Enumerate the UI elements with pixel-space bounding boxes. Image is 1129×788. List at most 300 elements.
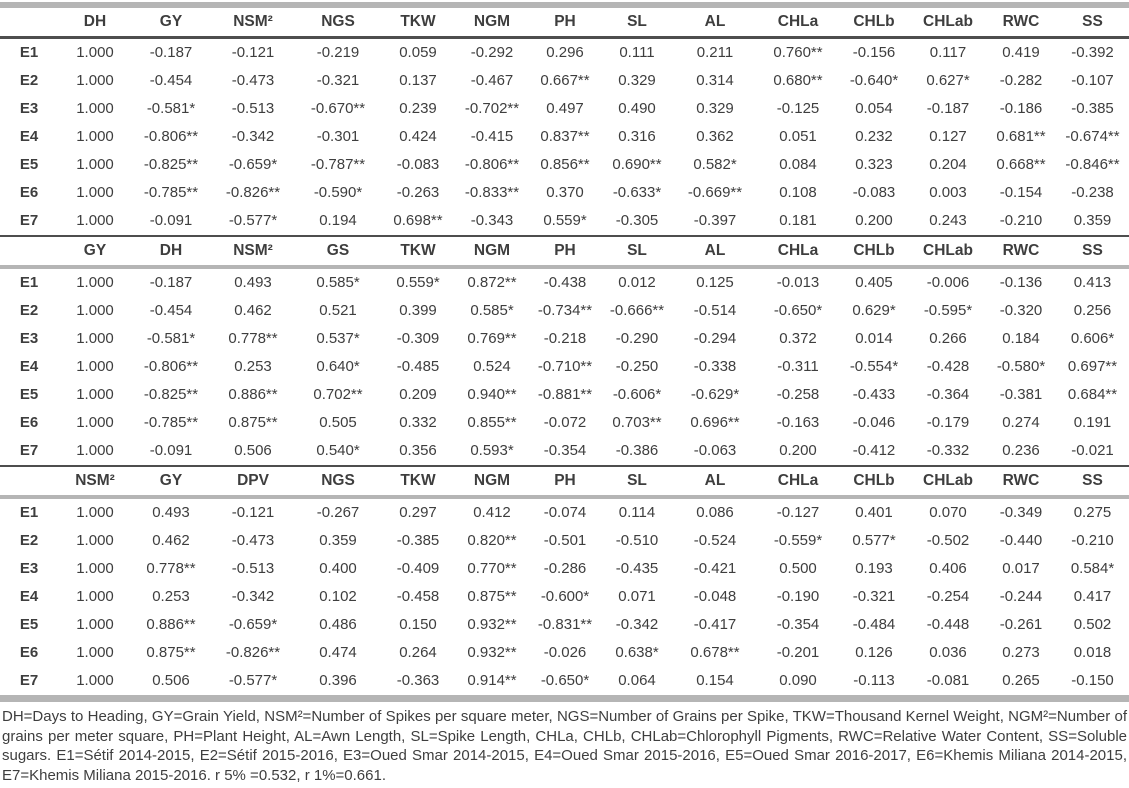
value-cell: 0.253: [152, 588, 190, 605]
value-cell: -0.083: [396, 156, 440, 173]
value-cell: 1.000: [76, 504, 114, 521]
value-cell: 0.593*: [470, 442, 514, 459]
value-cell: -0.292: [470, 44, 514, 61]
corner-cell: [0, 237, 58, 267]
value-cell: 0.770**: [467, 560, 517, 577]
value-cell: 0.585*: [470, 302, 514, 319]
value-cell: -0.734**: [537, 302, 593, 319]
value-cell: -0.473: [231, 532, 275, 549]
table-row: [0, 527, 1129, 555]
corner-cell: [0, 467, 58, 497]
value-cell: 0.875**: [146, 644, 196, 661]
column-header: CHLab: [923, 242, 973, 259]
column-header: NSM²: [233, 13, 273, 30]
value-cell: 1.000: [76, 128, 114, 145]
row-label: E5: [19, 386, 39, 403]
value-cell: -0.846**: [1065, 156, 1120, 173]
value-cell: -0.320: [999, 302, 1043, 319]
value-cell: 0.243: [929, 212, 967, 229]
value-cell: -0.201: [776, 644, 820, 661]
column-header: NGS: [321, 472, 355, 489]
value-cell: 0.370: [546, 184, 584, 201]
column-header: CHLa: [777, 472, 819, 489]
value-cell: -0.669**: [687, 184, 743, 201]
value-cell: 0.070: [929, 504, 967, 521]
value-cell: -0.125: [776, 100, 820, 117]
table-row: [0, 667, 1129, 695]
value-cell: 0.405: [855, 274, 893, 291]
value-cell: 0.502: [1073, 616, 1112, 633]
value-cell: -0.524: [693, 532, 737, 549]
value-cell: -0.433: [852, 386, 896, 403]
value-cell: -0.659*: [228, 616, 278, 633]
value-cell: 0.211: [696, 44, 734, 61]
value-cell: -0.513: [231, 560, 275, 577]
value-cell: 0.084: [779, 156, 817, 173]
table-row: [0, 267, 1129, 297]
value-cell: 1.000: [76, 212, 114, 229]
row-label: E6: [19, 414, 39, 431]
value-cell: 0.232: [855, 128, 893, 145]
value-cell: -0.710**: [537, 358, 593, 375]
value-cell: 0.194: [319, 212, 357, 229]
value-cell: 0.266: [929, 330, 967, 347]
column-header: SS: [1082, 13, 1103, 30]
value-cell: -0.187: [926, 100, 970, 117]
value-cell: -0.448: [926, 616, 970, 633]
value-cell: -0.006: [926, 274, 970, 291]
table-row: [0, 325, 1129, 353]
value-cell: 0.914**: [467, 672, 517, 689]
value-cell: 0.297: [399, 504, 437, 521]
value-cell: 0.154: [696, 672, 734, 689]
row-label: E3: [19, 560, 39, 577]
value-cell: -0.343: [470, 212, 514, 229]
value-cell: 0.265: [1002, 672, 1040, 689]
value-cell: -0.363: [396, 672, 440, 689]
value-cell: -0.554*: [849, 358, 899, 375]
value-cell: 0.559*: [543, 212, 587, 229]
value-cell: -0.210: [1071, 532, 1114, 549]
value-cell: -0.473: [231, 72, 275, 89]
value-cell: -0.650*: [773, 302, 823, 319]
value-cell: 0.486: [319, 616, 357, 633]
value-cell: -0.258: [776, 386, 820, 403]
column-header: NSM²: [75, 472, 115, 489]
value-cell: -0.702**: [464, 100, 520, 117]
value-cell: 0.584*: [1070, 560, 1115, 577]
value-cell: -0.282: [999, 72, 1043, 89]
value-cell: 0.150: [399, 616, 437, 633]
value-cell: 0.273: [1002, 644, 1040, 661]
value-cell: 0.108: [779, 184, 817, 201]
value-cell: -0.825**: [143, 156, 199, 173]
value-cell: 0.086: [696, 504, 734, 521]
value-cell: 1.000: [76, 414, 114, 431]
value-cell: 0.296: [546, 44, 584, 61]
value-cell: -0.826**: [225, 644, 281, 661]
value-cell: 0.493: [234, 274, 272, 291]
value-cell: 0.274: [1002, 414, 1040, 431]
column-header: NGM: [473, 242, 511, 259]
value-cell: -0.454: [149, 72, 193, 89]
value-cell: -0.385: [1071, 100, 1114, 117]
value-cell: 0.500: [779, 560, 817, 577]
value-cell: 0.680**: [773, 72, 823, 89]
value-cell: 0.932**: [467, 644, 517, 661]
value-cell: 0.474: [319, 644, 357, 661]
value-cell: -0.190: [776, 588, 820, 605]
value-cell: 1.000: [76, 672, 114, 689]
table-row: [0, 497, 1129, 527]
value-cell: -0.484: [852, 616, 896, 633]
value-cell: 0.127: [929, 128, 967, 145]
value-cell: 0.684**: [1067, 386, 1118, 403]
value-cell: -0.238: [1071, 184, 1114, 201]
value-cell: -0.187: [149, 44, 193, 61]
value-cell: -0.581*: [146, 100, 196, 117]
value-cell: -0.629*: [690, 386, 740, 403]
value-cell: -0.659*: [228, 156, 278, 173]
value-cell: 0.585*: [316, 274, 360, 291]
value-cell: -0.417: [693, 616, 737, 633]
value-cell: -0.263: [396, 184, 440, 201]
value-cell: -0.219: [316, 44, 360, 61]
column-header: NGS: [321, 13, 355, 30]
value-cell: 0.200: [855, 212, 893, 229]
value-cell: -0.806**: [143, 358, 199, 375]
value-cell: -0.311: [777, 358, 819, 375]
value-cell: -0.072: [543, 414, 587, 431]
column-header: PH: [554, 13, 576, 30]
value-cell: 0.256: [1073, 302, 1112, 319]
row-label: E4: [19, 588, 39, 605]
value-cell: 0.184: [1002, 330, 1040, 347]
value-cell: 0.181: [779, 212, 817, 229]
value-cell: 0.875**: [228, 414, 278, 431]
column-header: GY: [83, 242, 107, 259]
value-cell: 0.940**: [467, 386, 517, 403]
value-cell: 0.018: [1073, 644, 1112, 661]
row-label: E6: [19, 644, 39, 661]
column-header: DH: [159, 242, 183, 259]
value-cell: 0.697**: [1067, 358, 1118, 375]
value-cell: 1.000: [76, 100, 114, 117]
value-cell: -0.250: [615, 358, 659, 375]
value-cell: 0.875**: [467, 588, 517, 605]
value-cell: -0.091: [149, 442, 193, 459]
table-row: [0, 437, 1129, 466]
value-cell: 0.703**: [612, 414, 662, 431]
value-cell: 0.820**: [467, 532, 517, 549]
value-cell: 0.506: [234, 442, 272, 459]
value-cell: -0.633*: [612, 184, 662, 201]
value-cell: 1.000: [76, 274, 114, 291]
value-cell: 0.406: [929, 560, 967, 577]
row-label: E6: [19, 184, 39, 201]
column-header: AL: [704, 13, 726, 30]
value-cell: -0.440: [999, 532, 1043, 549]
value-cell: -0.650*: [540, 672, 590, 689]
column-header: NGM: [473, 472, 511, 489]
value-cell: 0.577*: [852, 532, 896, 549]
value-cell: 0.275: [1073, 504, 1112, 521]
value-cell: 1.000: [76, 386, 114, 403]
value-cell: 0.678**: [690, 644, 740, 661]
value-cell: 0.698**: [393, 212, 443, 229]
value-cell: -0.806**: [464, 156, 520, 173]
value-cell: -0.364: [926, 386, 970, 403]
value-cell: 0.396: [319, 672, 357, 689]
column-header: DH: [83, 13, 107, 30]
value-cell: -0.332: [926, 442, 970, 459]
value-cell: 0.191: [1073, 414, 1112, 431]
value-cell: 1.000: [76, 44, 114, 61]
value-cell: -0.127: [776, 504, 820, 521]
value-cell: 0.200: [779, 442, 817, 459]
value-cell: 0.137: [399, 72, 437, 89]
value-cell: 0.204: [929, 156, 967, 173]
value-cell: 0.399: [399, 302, 437, 319]
value-cell: 0.537*: [316, 330, 360, 347]
value-cell: -0.806**: [143, 128, 199, 145]
value-cell: 0.640*: [316, 358, 360, 375]
value-cell: 0.462: [234, 302, 272, 319]
row-label: E5: [19, 156, 39, 173]
value-cell: 0.778**: [146, 560, 196, 577]
column-header: TKW: [400, 242, 436, 259]
value-cell: -0.342: [231, 128, 275, 145]
value-cell: 0.932**: [467, 616, 517, 633]
column-header: AL: [704, 472, 726, 489]
value-cell: -0.210: [999, 212, 1043, 229]
value-cell: 0.505: [319, 414, 357, 431]
value-cell: 0.872**: [467, 274, 517, 291]
value-cell: 0.627*: [926, 72, 970, 89]
value-cell: 0.359: [1073, 212, 1112, 229]
value-cell: 0.102: [319, 588, 357, 605]
section-header-row: [0, 467, 1129, 497]
value-cell: 0.696**: [690, 414, 740, 431]
value-cell: -0.826**: [225, 184, 281, 201]
value-cell: -0.581*: [146, 330, 196, 347]
value-cell: -0.559*: [773, 532, 823, 549]
value-cell: 1.000: [76, 644, 114, 661]
value-cell: 1.000: [76, 302, 114, 319]
value-cell: -0.267: [316, 504, 360, 521]
row-label: E1: [19, 274, 39, 291]
column-header: GS: [326, 242, 350, 259]
column-header: RWC: [1002, 13, 1040, 30]
value-cell: -0.428: [926, 358, 970, 375]
value-cell: -0.666**: [609, 302, 665, 319]
column-header: SS: [1082, 242, 1103, 259]
column-header: GY: [159, 13, 183, 30]
value-cell: -0.467: [470, 72, 514, 89]
value-cell: 0.521: [319, 302, 357, 319]
value-cell: -0.580*: [996, 358, 1046, 375]
value-cell: 0.329: [618, 72, 656, 89]
value-cell: 1.000: [76, 72, 114, 89]
value-cell: 0.638*: [615, 644, 659, 661]
value-cell: 0.506: [152, 672, 190, 689]
table-footnote: DH=Days to Heading, GY=Grain Yield, NSM²=Number of Spikes per square meter, NGS=Number of Grains per Spike, TKW=Thousand Kernel Weight, NGM²=Number of grains per meter square, PH=Plant Height, AL=Awn Length, SL=Spike Length, CHLa, CHLb, CHLab=Chlorophyll Pigments, RWC=Relative Water Content, SS=Soluble sugars. E1=Sétif 2014-2015, E2=Sétif 2015-2016, E3=Oued Smar 2014-2015, E4=Oued Smar 2015-2016, E5=Oued Smar 2016-2017, E6=Khemis Miliana 2014-2015, E7=Khemis Miliana 2015-2016. r 5% =0.532, r 1%=0.661.: [2, 708, 1127, 784]
value-cell: 0.419: [1002, 44, 1040, 61]
value-cell: 0.003: [929, 184, 967, 201]
value-cell: -0.349: [999, 504, 1043, 521]
value-cell: -0.026: [543, 644, 587, 661]
column-header: NSM²: [233, 242, 273, 259]
value-cell: -0.154: [999, 184, 1043, 201]
row-label: E4: [19, 358, 39, 375]
value-cell: 0.314: [696, 72, 734, 89]
value-cell: 0.855**: [467, 414, 517, 431]
column-header: CHLb: [853, 242, 895, 259]
column-header: SL: [627, 242, 647, 259]
value-cell: -0.150: [1071, 672, 1114, 689]
section-header-row: [0, 237, 1129, 267]
table-row: [0, 67, 1129, 95]
value-cell: 0.400: [319, 560, 357, 577]
value-cell: -0.590*: [313, 184, 363, 201]
column-header: CHLb: [853, 472, 895, 489]
value-cell: 1.000: [76, 532, 114, 549]
value-cell: -0.294: [693, 330, 737, 347]
value-cell: -0.825**: [143, 386, 199, 403]
column-header: TKW: [400, 472, 436, 489]
value-cell: -0.046: [852, 414, 896, 431]
value-cell: 1.000: [76, 588, 114, 605]
value-cell: 1.000: [76, 616, 114, 633]
value-cell: -0.136: [999, 274, 1043, 291]
value-cell: 1.000: [76, 560, 114, 577]
value-cell: -0.640*: [849, 72, 899, 89]
column-header: SS: [1082, 472, 1103, 489]
column-header: SL: [627, 472, 647, 489]
value-cell: 0.014: [855, 330, 893, 347]
value-cell: 0.193: [855, 560, 893, 577]
table-row: [0, 179, 1129, 207]
column-header: SL: [627, 13, 647, 30]
table-row: [0, 353, 1129, 381]
value-cell: -0.385: [396, 532, 440, 549]
value-cell: -0.186: [999, 100, 1043, 117]
corner-cell: [0, 8, 58, 38]
value-cell: 0.524: [473, 358, 511, 375]
row-label: E7: [19, 672, 39, 689]
value-cell: 0.424: [399, 128, 437, 145]
column-header: CHLab: [923, 13, 973, 30]
table-row: [0, 297, 1129, 325]
table-row: [0, 409, 1129, 437]
value-cell: -0.121: [231, 44, 275, 61]
column-header: PH: [554, 472, 576, 489]
value-cell: 0.064: [618, 672, 656, 689]
table-row: [0, 381, 1129, 409]
value-cell: 0.054: [855, 100, 893, 117]
value-cell: -0.254: [926, 588, 970, 605]
value-cell: 0.372: [779, 330, 817, 347]
value-cell: -0.674**: [1065, 128, 1120, 145]
value-cell: 0.886**: [146, 616, 196, 633]
value-cell: -0.502: [926, 532, 970, 549]
bottom-rule: [0, 695, 1129, 702]
value-cell: -0.301: [316, 128, 360, 145]
value-cell: 0.540*: [316, 442, 360, 459]
value-cell: 0.253: [234, 358, 272, 375]
value-cell: 0.111: [619, 44, 655, 61]
value-cell: -0.187: [149, 274, 193, 291]
value-cell: 0.417: [1073, 588, 1112, 605]
value-cell: -0.381: [999, 386, 1043, 403]
value-cell: 0.769**: [467, 330, 517, 347]
value-cell: 0.051: [779, 128, 817, 145]
value-cell: -0.438: [543, 274, 587, 291]
value-cell: -0.397: [693, 212, 737, 229]
table-row: [0, 555, 1129, 583]
value-cell: -0.013: [776, 274, 820, 291]
value-cell: -0.156: [852, 44, 896, 61]
value-cell: 0.126: [855, 644, 893, 661]
column-header: RWC: [1002, 472, 1040, 489]
column-header: CHLa: [777, 13, 819, 30]
value-cell: 0.886**: [228, 386, 278, 403]
row-label: E4: [19, 128, 39, 145]
row-label: E2: [19, 302, 39, 319]
value-cell: 0.490: [618, 100, 656, 117]
value-cell: -0.342: [615, 616, 659, 633]
value-cell: -0.485: [396, 358, 440, 375]
value-cell: 0.856**: [540, 156, 590, 173]
value-cell: -0.600*: [540, 588, 590, 605]
row-label: E1: [19, 44, 39, 61]
value-cell: -0.021: [1071, 442, 1114, 459]
value-cell: -0.261: [999, 616, 1043, 633]
value-cell: 1.000: [76, 184, 114, 201]
value-cell: -0.074: [543, 504, 587, 521]
value-cell: -0.342: [231, 588, 275, 605]
row-label: E7: [19, 212, 39, 229]
value-cell: -0.121: [231, 504, 275, 521]
table-row: [0, 151, 1129, 179]
value-cell: -0.514: [693, 302, 737, 319]
value-cell: -0.107: [1071, 72, 1114, 89]
value-cell: -0.606*: [612, 386, 662, 403]
value-cell: -0.392: [1071, 44, 1114, 61]
table-row: [0, 207, 1129, 236]
value-cell: 0.667**: [540, 72, 590, 89]
value-cell: 0.778**: [228, 330, 278, 347]
column-header: NGM: [473, 13, 511, 30]
column-header: AL: [704, 242, 726, 259]
value-cell: -0.083: [852, 184, 896, 201]
value-cell: -0.163: [776, 414, 820, 431]
value-cell: 0.114: [618, 504, 656, 521]
value-cell: 0.629*: [852, 302, 896, 319]
value-cell: -0.338: [693, 358, 737, 375]
column-header: GY: [159, 472, 183, 489]
value-cell: -0.091: [149, 212, 193, 229]
value-cell: 0.401: [855, 504, 893, 521]
table-section-3: [0, 467, 1129, 695]
value-cell: 1.000: [76, 156, 114, 173]
value-cell: -0.670**: [310, 100, 366, 117]
value-cell: 1.000: [76, 442, 114, 459]
value-cell: -0.321: [316, 72, 360, 89]
value-cell: 0.356: [399, 442, 437, 459]
column-header: PH: [554, 242, 576, 259]
value-cell: -0.081: [926, 672, 970, 689]
